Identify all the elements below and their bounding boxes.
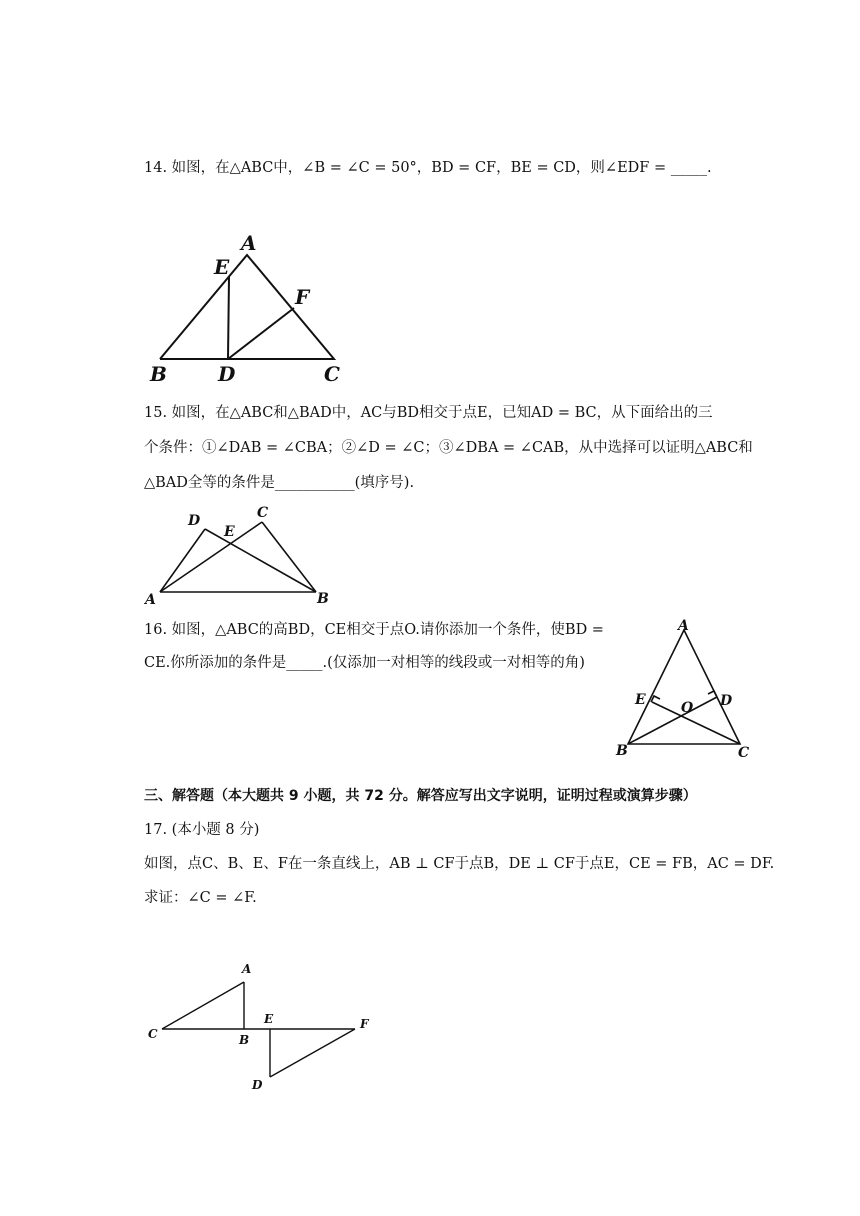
question-16-line-1: 16. 如图，△ABC的高BD，CE相交于点O.请你添加一个条件，使BD = — [144, 622, 604, 638]
q17-label-B: B — [239, 1033, 250, 1047]
figure-q16-altitudes — [610, 612, 760, 762]
question-15-line-1: 15. 如图，在△ABC和△BAD中，AC与BD相交于点E，已知AD = BC，从下面给出的三 — [144, 405, 713, 421]
q17-label-D: D — [252, 1078, 263, 1092]
question-17-line-2: 求证：∠C = ∠F. — [144, 890, 257, 906]
q14-label-F: F — [295, 285, 310, 309]
q16-label-C: C — [738, 745, 750, 761]
q14-label-D: D — [218, 362, 236, 386]
q17-label-E: E — [264, 1012, 274, 1026]
q16-label-D: D — [720, 693, 733, 709]
question-16-line-2: CE.你所添加的条件是_____.(仅添加一对相等的线段或一对相等的角) — [144, 655, 585, 671]
figure-q15-crossed-triangles — [140, 500, 340, 610]
q17-label-A: A — [242, 962, 252, 976]
q16-label-E: E — [635, 692, 646, 708]
question-15-line-3: △BAD全等的条件是___________(填序号). — [144, 475, 415, 491]
question-14-text: 14. 如图，在△ABC中，∠B = ∠C = 50°，BD = CF，BE = CD，则∠EDF = _____. — [144, 160, 712, 176]
q15-label-A: A — [145, 592, 156, 608]
q14-label-B: B — [150, 362, 167, 386]
question-17-header: 17. (本小题 8 分) — [144, 822, 260, 838]
q16-label-A: A — [678, 618, 689, 634]
question-17-line-1: 如图，点C、B、E、F在一条直线上，AB ⊥ CF于点B，DE ⊥ CF于点E，CE = FB，AC = DF. — [144, 856, 775, 872]
q15-label-C: C — [257, 505, 269, 521]
q17-label-C: C — [148, 1027, 158, 1041]
figure-q17-lines — [140, 958, 380, 1093]
question-15-line-2: 个条件：①∠DAB = ∠CBA；②∠D = ∠C；③∠DBA = ∠CAB，从中选择可以证明△ABC和 — [144, 440, 753, 456]
q16-label-B: B — [616, 743, 628, 759]
q15-label-D: D — [188, 513, 201, 529]
section-3-heading: 三、解答题（本大题共 9 小题，共 72 分。解答应写出文字说明，证明过程或演算步骤） — [144, 788, 697, 804]
q15-label-B: B — [317, 591, 329, 607]
q17-label-F: F — [360, 1017, 369, 1031]
q14-label-C: C — [324, 362, 340, 386]
q15-label-E: E — [224, 524, 235, 540]
figure-q14-triangle — [140, 228, 360, 388]
q16-label-O: O — [681, 700, 694, 716]
q14-label-A: A — [241, 231, 257, 255]
q14-label-E: E — [214, 255, 230, 279]
